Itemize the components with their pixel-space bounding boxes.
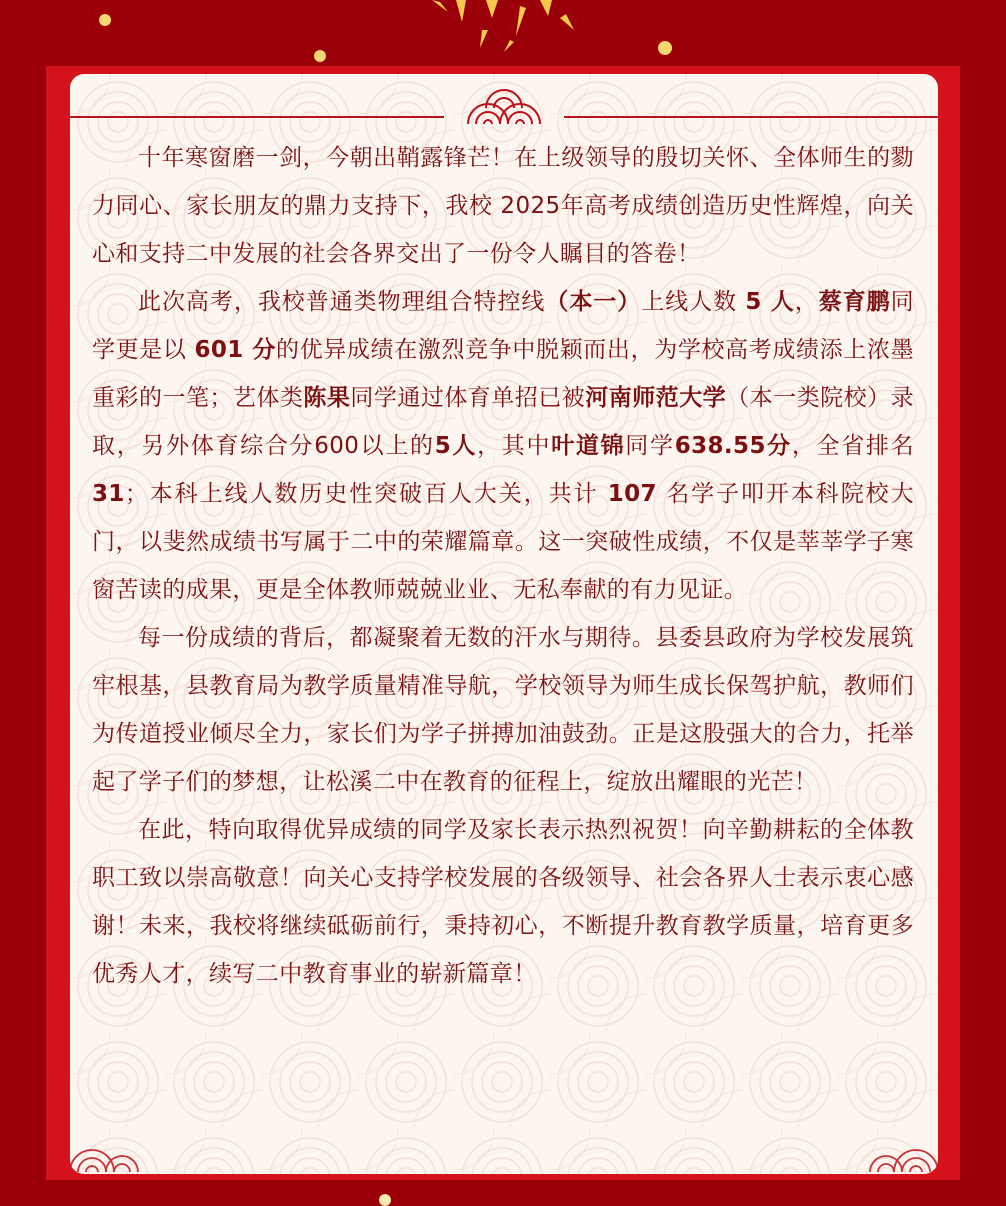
highlight-count: 5 人 [745,289,795,315]
paragraph-gratitude [92,614,914,806]
gold-dot [658,41,672,55]
highlight-student-name: 蔡育鹏 [818,289,891,315]
header-divider-right [564,116,938,118]
paragraph-text: 的优异成绩在激烈竞争中脱颖而出，为学校高考成绩添上浓墨重彩的一笔；艺体类 [92,337,914,411]
paragraph-text: ；本科上线人数历史性突破百人大关，共计 [124,481,608,507]
gold-dot [379,1194,391,1206]
paragraph-text: ，其中 [477,433,552,459]
paragraph-text: 十年寒窗磨一剑，今朝出鞘露锋芒！在上级领导的殷切关怀、全体师生的勠力同心、家长朋友的鼎力支持下，我校 2025年高考成绩创造历史性辉煌，向关心和支持二中发展的社会各界交出了一份令人瞩目的答卷！ [92,145,914,267]
highlight-student-name: 陈果 [303,385,351,411]
highlight-rank: 31 [92,481,125,507]
paragraph-text: （本一类院校）录取，另外体育综合分600以上的 [92,385,914,459]
highlight-student-name: 叶道锦 [551,433,626,459]
gold-dot [99,14,111,26]
gold-dot [314,50,326,62]
corner-cloud-icon [70,1134,140,1174]
highlight-score: 638.55分 [674,433,792,459]
paragraph-closing [92,806,914,998]
golden-firework-icon [432,0,574,52]
paragraph-text: ， [794,289,819,315]
paragraph-text: 在此，特向取得优异成绩的同学及家长表示热烈祝贺！向辛勤耕耘的全体教职工致以崇高敬意！向关心支持学校发展的各级领导、社会各界人士表示衷心感谢！未来，我校将继续砥砺前行，秉持初心，不断提升教育教学质量，培育更多优秀人才，续写二中教育事业的崭新篇章！ [92,817,914,987]
paragraph-text: 上线人数 [641,289,746,315]
corner-cloud-icon [868,1134,938,1174]
paragraph-results [92,278,914,614]
paragraph-text: 同学通过体育单招已被 [350,385,586,411]
auspicious-cloud-icon [462,88,546,128]
highlight-text: （本一） [545,289,642,315]
paragraph-text: 此次高考，我校普通类物理组合特控线 [138,289,546,315]
highlight-count: 5人 [434,433,478,459]
paragraph-text: 每一份成绩的背后，都凝聚着无数的汗水与期待。县委县政府为学校发展筑牢根基，县教育局为教学质量精准导航，学校领导为师生成长保驾护航，教师们为传道授业倾尽全力，家长们为学子拼搏加油鼓劲。正是这股强大的合力，托举起了学子们的梦想，让松溪二中在教育的征程上，绽放出耀眼的光芒！ [92,625,914,795]
header-divider-left [70,116,444,118]
highlight-university: 河南师范大学 [585,385,727,411]
highlight-score: 601 分 [194,337,276,363]
article-body [92,134,914,998]
paragraph-intro [92,134,914,278]
paragraph-text: 名学子叩开本科院校大门，以斐然成绩书写属于二中的荣耀篇章。这一突破性成绩，不仅是莘莘学子寒窗苦读的成果，更是全体教师兢兢业业、无私奉献的有力见证。 [92,481,914,603]
paragraph-text: ，全省排名 [791,433,915,459]
paragraph-text: 同学更是以 [92,289,914,363]
paragraph-text: 同学 [625,433,675,459]
highlight-count: 107 [607,481,657,507]
